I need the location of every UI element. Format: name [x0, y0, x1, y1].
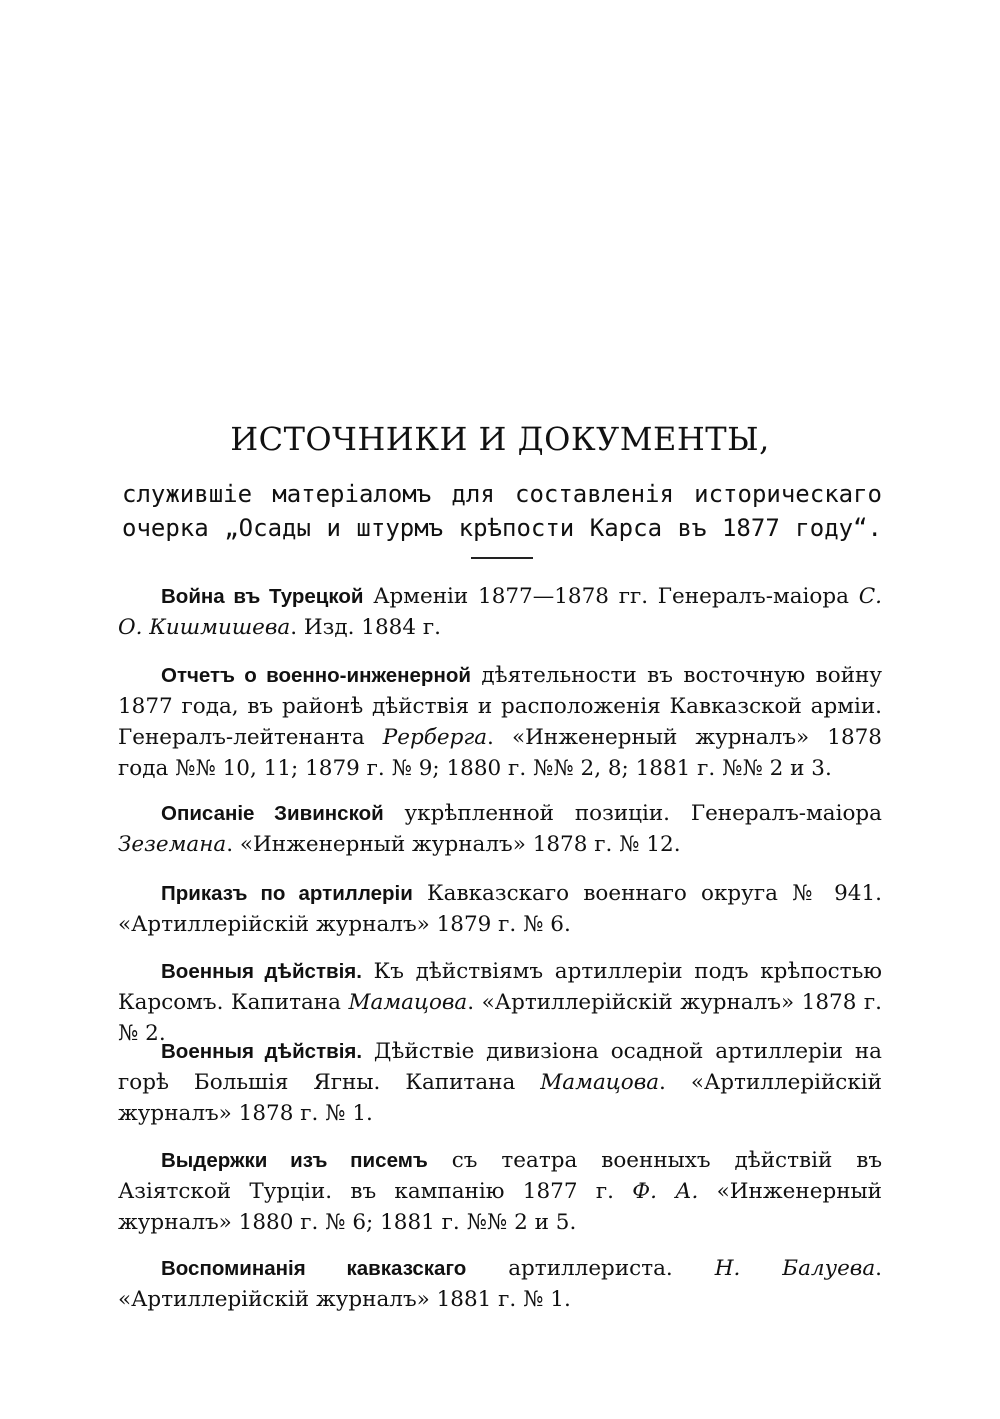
entry-publication: . «Артиллерійскій журналъ» 1878 г. № 2.: [118, 990, 883, 1046]
entry-text: Къ дѣйствіямъ артиллеріи подъ крѣпостью Карсомъ. Капитана: [118, 959, 882, 1015]
entry-publication: . «Артиллерійскій журналъ» 1878 г. № 1.: [118, 1070, 882, 1126]
entry-publication: . «Инженерный журналъ» 1878 г. № 12.: [226, 832, 681, 857]
entry-author: Зеземана: [118, 832, 227, 857]
entry-author: С. О. Кишмишева: [118, 584, 882, 640]
source-entry: [118, 878, 882, 940]
entry-author: Ф. А.: [632, 1179, 699, 1204]
source-entry: [118, 660, 882, 784]
entry-text: дѣятельности въ восточную войну 1877 года, въ районѣ дѣйствія и расположенія Кавказской арміи. Генералъ-лейтенанта: [118, 663, 883, 750]
entry-publication: «Инженерный журналъ» 1880 г. № 6; 1881 г. №№ 2 и 5.: [118, 1179, 882, 1235]
entry-heading: Выдержки изъ писемъ: [161, 1149, 428, 1172]
subtitle-line-2: очерка „Осады и штурмъ крѣпости Карса въ 1877 году“.: [122, 514, 882, 542]
entry-text: артиллериста.: [466, 1256, 715, 1281]
source-entry: [118, 581, 882, 643]
entry-heading: Отчетъ о военно-инженерной: [161, 664, 471, 687]
subtitle-line-1: служившіе матеріаломъ для составленія историческаго: [122, 480, 882, 508]
entry-text: Дѣйствіе дивизіона осадной артиллеріи на горѣ Большія Ягны. Капитана: [118, 1039, 882, 1095]
source-entry: [118, 1145, 882, 1238]
entry-author: Рербергa: [382, 725, 488, 750]
entry-publication: . «Артиллерійскій журналъ» 1881 г. № 1.: [118, 1256, 882, 1312]
source-entry: [118, 798, 882, 860]
entry-publication: . Изд. 1884 г.: [290, 615, 441, 640]
entry-heading: Описаніе Зивинской: [161, 802, 384, 825]
entry-heading: Война въ Турецкой: [161, 585, 364, 608]
entry-text: съ театра военныхъ дѣйствій въ Азіятской Турціи. въ кампанію 1877 г.: [118, 1148, 882, 1204]
entry-publication: . «Инженерный журналъ» 1878 года №№ 10, 11; 1879 г. № 9; 1880 г. №№ 2, 8; 1881 г. №№ 2 и 3.: [118, 725, 882, 781]
entry-heading: Воспоминанія кавказскаго: [161, 1257, 467, 1280]
source-entry: [118, 1036, 882, 1129]
page-title: ИСТОЧНИКИ И ДОКУМЕНТЫ,: [230, 420, 770, 458]
entry-heading: Военныя дѣйствія.: [161, 960, 362, 983]
title-divider: [471, 557, 533, 559]
entry-heading: Военныя дѣйствія.: [161, 1040, 363, 1063]
entry-author: Н. Балуева: [714, 1256, 876, 1281]
source-entry: [118, 1253, 882, 1315]
entry-heading: Приказъ по артиллеріи: [161, 882, 413, 905]
entry-author: Мамацова: [348, 990, 468, 1015]
entry-text: Арменіи 1877—1878 гг. Генералъ-маіора: [363, 584, 859, 609]
entry-text: Кавказскаго военнаго округа № 941. «Артиллерійскій журналъ» 1879 г. № 6.: [118, 881, 882, 937]
entry-author: Мамацова: [540, 1070, 660, 1095]
entry-text: укрѣпленной позиціи. Генералъ-маіора: [383, 801, 882, 826]
